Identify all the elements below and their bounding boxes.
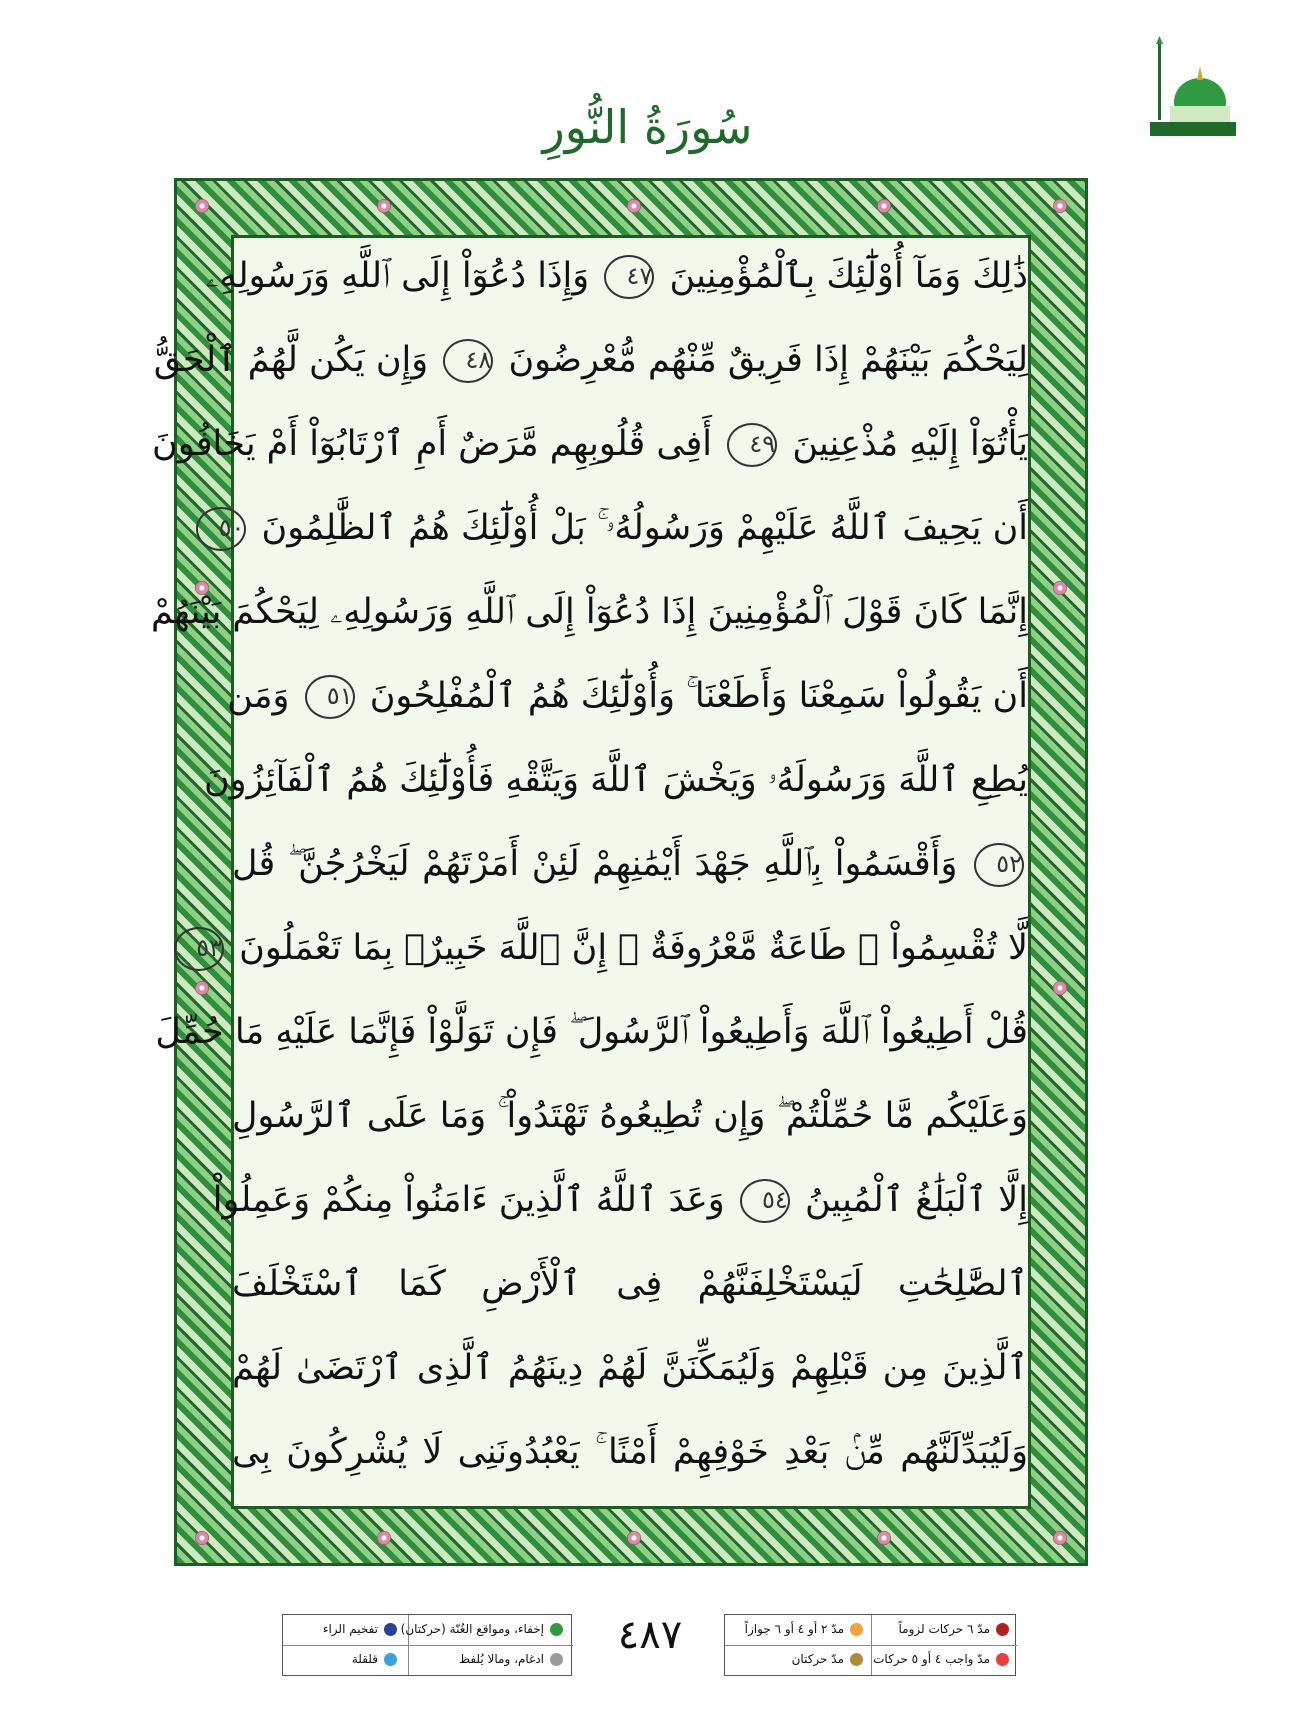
surah-title: سُورَةُ النُّورِ [542,100,753,154]
verse-text: يَأْتُوٓاْ إِلَيْهِ مُذْعِنِينَ [792,424,1028,464]
verse-text: أَفِى قُلُوبِهِم مَّرَضٌ أَمِ ٱرْتَابُوٓاْ أَمْ يَخَافُونَ [152,424,713,464]
quran-text-block [151,240,1028,1510]
verse-text: إِنَّمَا كَانَ قَوْلَ ٱلْمُؤْمِنِينَ إِذَا دُعُوٓاْ إِلَى ٱللَّهِ وَرَسُولِهِۦ لِيَحْكُمَ بَيْنَهُمْ [151,592,1028,632]
verse-text: وَلَيُبَدِّلَنَّهُم مِّنۢ بَعْدِ خَوْفِهِمْ أَمْنًا ۚ يَعْبُدُونَنِى لَا يُشْرِكُونَ بِى [232,1432,1028,1472]
flower-ornament-icon [877,1531,891,1545]
verse-text: وَإِذَا دُعُوٓاْ إِلَى ٱللَّهِ وَرَسُولِهِۦ [205,256,590,296]
legend-label: إخفاء، ومواقع الغُنّة (حركتان) [400,1622,544,1636]
verse-text: ٱلصَّٰلِحَٰتِ لَيَسْتَخْلِفَنَّهُمْ فِى ٱلْأَرْضِ كَمَا ٱسْتَخْلَفَ [232,1264,1028,1304]
tajweed-legend-left [282,1614,572,1676]
ayah-number-marker: ٥٢ [974,843,1024,887]
flower-ornament-icon [1053,199,1067,213]
verse-text: وَمَن [227,676,290,716]
ayah-number-marker: ٥١ [305,675,355,719]
legend-label: ادغام، ومالا يُلفظ [458,1652,544,1666]
verse-text: أَن يَحِيفَ ٱللَّهُ عَلَيْهِمْ وَرَسُولُهُۥ ۚ بَلْ أُوْلَٰٓئِكَ هُمُ ٱلظَّٰلِمُونَ [261,508,1028,548]
legend-label: مدّ حركتان [791,1652,844,1666]
legend-item [459,1652,563,1666]
flower-ornament-icon [195,1531,209,1545]
verse-text: وَعَدَ ٱللَّهُ ٱلَّذِينَ ءَامَنُواْ مِنكُمْ وَعَمِلُواْ [212,1180,725,1220]
verse-text: لَّا تُقْسِمُواْ ۖ طَاعَةٌ مَّعْرُوفَةٌ ۚ إِنَّ ٱللَّهَ خَبِيرٌۢ بِمَا تَعْمَلُونَ [239,928,1028,968]
tajweed-legend-right [724,1614,1016,1676]
orange-dot-icon [850,1623,863,1636]
ayah-number-marker: ٤٨ [443,339,493,383]
ayah-number-marker: ٥٣ [174,927,224,971]
legend-item [352,1652,397,1666]
verse-text: يُطِعِ ٱللَّهَ وَرَسُولَهُۥ وَيَخْشَ ٱللَّهَ وَيَتَّقْهِ فَأُوْلَٰٓئِكَ هُمُ ٱلْفَآئِزُونَ [203,760,1028,800]
flower-ornament-icon [1053,581,1067,595]
legend-label: مدّ ٦ حركات لزوماً [898,1622,990,1636]
ayah-number-marker: ٥٤ [740,1179,790,1223]
verse-line [205,240,1028,312]
verse-line [232,1332,1028,1404]
brown-dot-icon [850,1653,863,1666]
flower-ornament-icon [877,199,891,213]
dark-red-dot-icon [996,1623,1009,1636]
verse-line [227,660,1028,732]
verse-line [152,408,1028,480]
flower-ornament-icon [195,199,209,213]
page-number: ٤٨٧ [617,1612,683,1658]
verse-text: لِيَحْكُمَ بَيْنَهُمْ إِذَا فَرِيقٌ مِّنْهُم مُّعْرِضُونَ [508,340,1028,380]
flower-ornament-icon [377,199,391,213]
red-dot-icon [996,1653,1009,1666]
ayah-number-marker: ٤٧ [604,255,654,299]
verse-line [232,1248,1028,1320]
legend-label: مدّ ٢ أو ٤ أو ٦ جوازاً [744,1622,844,1636]
verse-line [155,996,1028,1068]
verse-line [232,828,1028,900]
verse-text: قُلْ أَطِيعُواْ ٱللَّهَ وَأَطِيعُواْ ٱلرَّسُولَ ۖ فَإِن تَوَلَّوْاْ فَإِنَّمَا عَلَيْهِ مَا حُمِّلَ [155,1012,1028,1052]
verse-text: إِلَّا ٱلْبَلَٰغُ ٱلْمُبِينُ [804,1180,1028,1220]
verse-line [218,492,1028,564]
verse-line [196,912,1028,984]
legend-label: تفخيم الراء [322,1622,378,1636]
verse-line [151,576,1028,648]
ayah-number-marker: ٥٠ [196,507,246,551]
legend-item [401,1622,563,1636]
verse-text: ذَٰلِكَ وَمَآ أُوْلَٰٓئِكَ بِٱلْمُؤْمِنِينَ [669,256,1028,296]
legend-label: مدّ واجب ٤ أو ٥ حركات [873,1652,990,1666]
verse-line [232,1080,1028,1152]
verse-text: وَأَقْسَمُواْ بِٱللَّهِ جَهْدَ أَيْمَٰنِهِمْ لَئِنْ أَمَرْتَهُمْ لَيَخْرُجُنَّ ۖ قُل [232,844,958,884]
blue-dot-icon [384,1623,397,1636]
legend-item [873,1652,1009,1666]
legend-item [745,1622,863,1636]
verse-line [212,1164,1028,1236]
flower-ornament-icon [1053,981,1067,995]
verse-line [232,1416,1028,1488]
flower-ornament-icon [627,1531,641,1545]
legend-label: قلقلة [351,1652,378,1666]
verse-line [203,744,1028,816]
light-blue-dot-icon [384,1653,397,1666]
flower-ornament-icon [627,199,641,213]
verse-text: وَإِن يَكُن لَّهُمُ ٱلْحَقُّ [153,340,429,380]
legend-item [792,1652,863,1666]
verse-text: ٱلَّذِينَ مِن قَبْلِهِمْ وَلَيُمَكِّنَنَّ لَهُمْ دِينَهُمُ ٱلَّذِى ٱرْتَضَىٰ لَهُمْ [232,1348,1028,1388]
ayah-number-marker: ٤٩ [727,423,777,467]
verse-text: أَن يَقُولُواْ سَمِعْنَا وَأَطَعْنَا ۚ وَأُوْلَٰٓئِكَ هُمُ ٱلْمُفْلِحُونَ [369,676,1028,716]
flower-ornament-icon [1053,1531,1067,1545]
verse-line [153,324,1028,396]
legend-item [899,1622,1010,1636]
flower-ornament-icon [377,1531,391,1545]
legend-item [323,1622,397,1636]
verse-text: وَعَلَيْكُم مَّا حُمِّلْتُمْ ۖ وَإِن تُطِيعُوهُ تَهْتَدُواْ ۚ وَمَا عَلَى ٱلرَّسُولِ [232,1096,1028,1136]
